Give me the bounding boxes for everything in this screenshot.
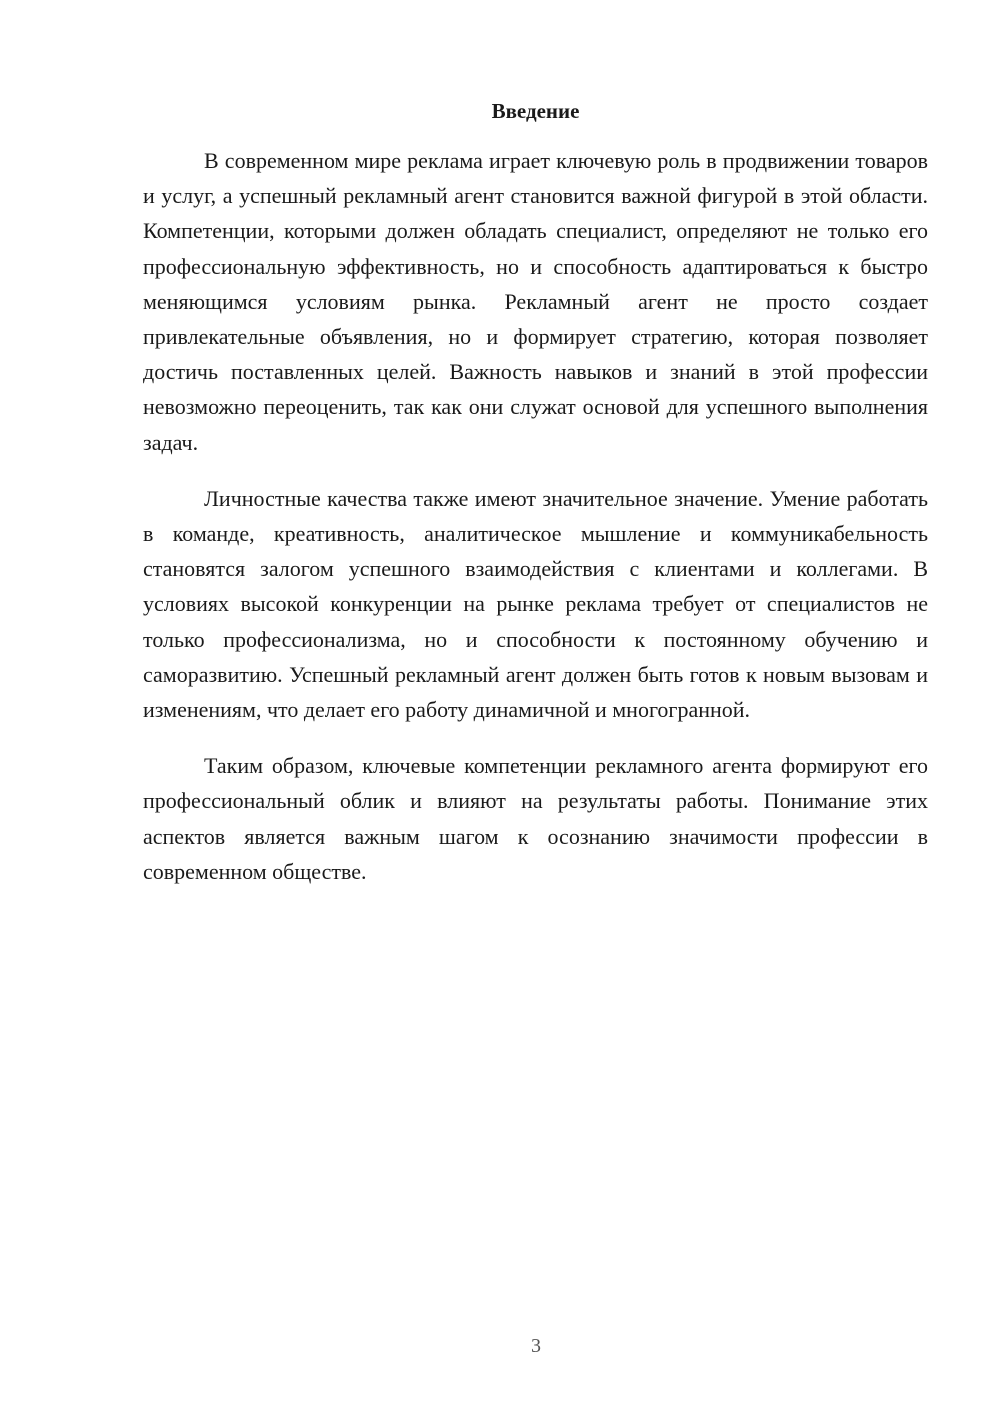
- paragraph-personal-qualities: Личностные качества также имеют значительное значение. Умение работать в команде, креативность, аналитическое мышление и коммуникабельность становятся залогом успешного взаимодействия с клиентами и коллегами. В условиях высокой конкуренции на рынке реклама требует от специалистов не только профессионализма, но и способности к постоянному обучению и саморазвитию. Успешный рекламный агент должен быть готов к новым вызовам и изменениям, что делает его работу динамичной и многогранной.: [143, 485, 928, 723]
- body-text: [143, 143, 928, 910]
- section-heading: Введение: [491, 99, 580, 123]
- paragraph-intro: В современном мире реклама играет ключевую роль в продвижении товаров и услуг, а успешный рекламный агент становится важной фигурой в этой области. Компетенции, которыми должен обладать специалист, определяют не только его профессиональную эффективность, но и способность адаптироваться к быстро меняющимся условиям рынка. Рекламный агент не просто создает привлекательные объявления, но и формирует стратегию, которая позволяет достичь поставленных целей. Важность навыков и знаний в этой профессии невозможно переоценить, так как они служат основой для успешного выполнения задач.: [143, 148, 928, 455]
- page-number: 3: [531, 1335, 541, 1357]
- paragraph-conclusion: Таким образом, ключевые компетенции рекламного агента формируют его профессиональный облик и влияют на результаты работы. Понимание этих аспектов является важным шагом к осознанию значимости профессии в современном обществе.: [143, 753, 928, 884]
